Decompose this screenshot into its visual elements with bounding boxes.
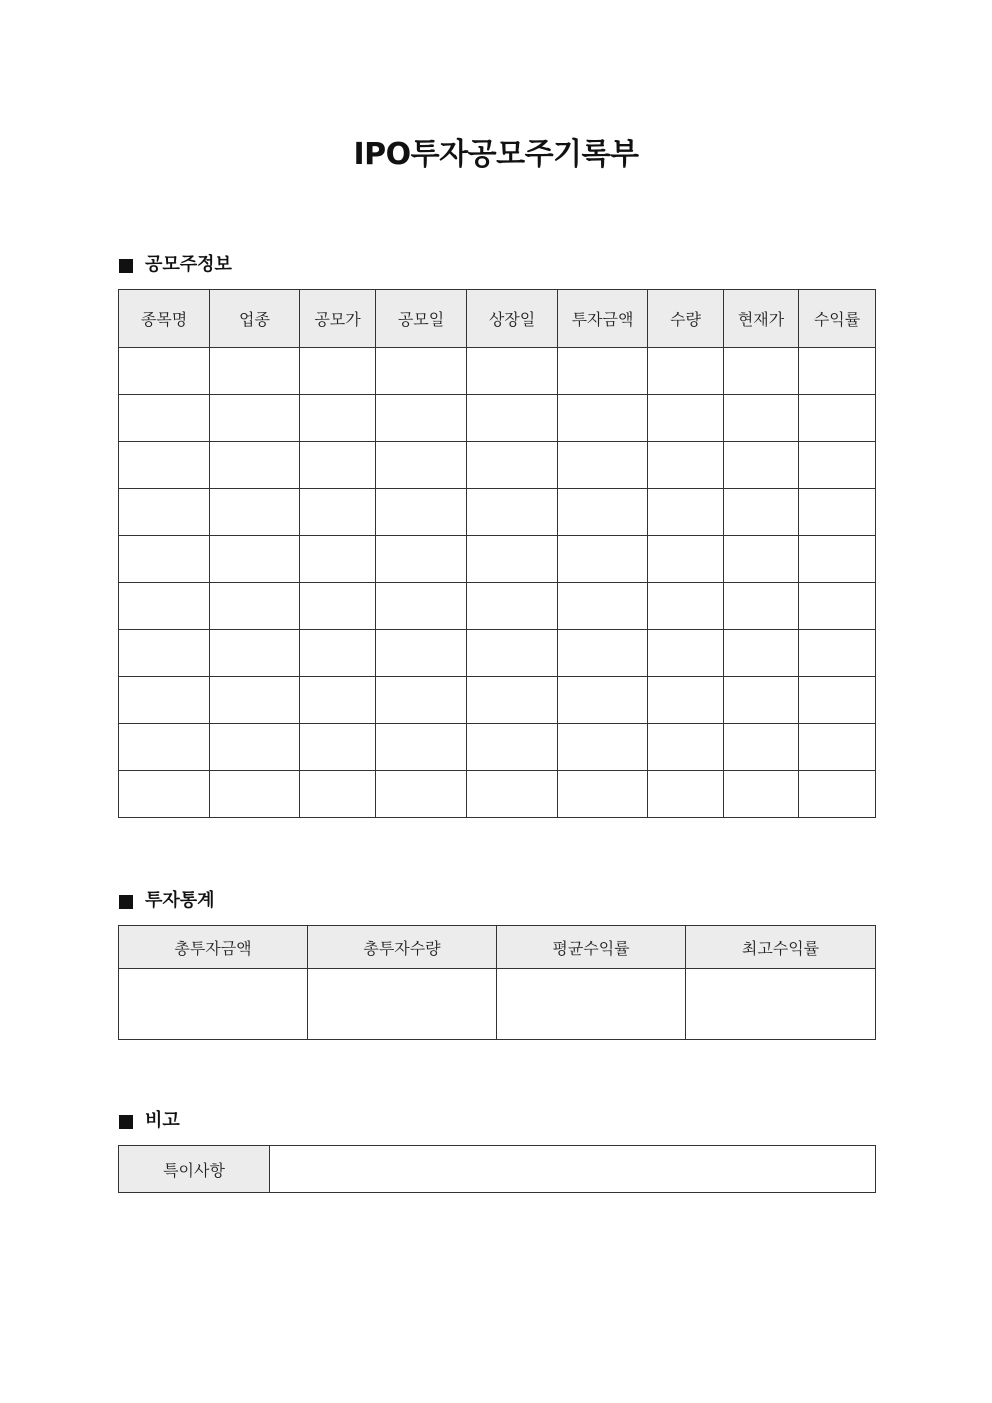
table-cell[interactable] <box>799 724 876 771</box>
table-cell[interactable] <box>648 771 724 818</box>
table-cell[interactable] <box>300 395 376 442</box>
table-cell[interactable] <box>724 724 799 771</box>
table-cell[interactable] <box>119 771 210 818</box>
table-cell[interactable] <box>467 536 558 583</box>
table-row <box>119 677 876 724</box>
table-cell[interactable] <box>799 536 876 583</box>
table-cell[interactable] <box>119 536 210 583</box>
stats-table <box>118 925 876 1040</box>
table-cell[interactable] <box>799 442 876 489</box>
table-cell[interactable] <box>210 771 300 818</box>
table-cell[interactable] <box>467 442 558 489</box>
table-row <box>119 348 876 395</box>
table-header-row <box>119 290 876 348</box>
table-cell[interactable] <box>558 395 648 442</box>
table-cell[interactable] <box>724 677 799 724</box>
table-cell[interactable] <box>724 583 799 630</box>
table-cell[interactable] <box>558 348 648 395</box>
table-cell[interactable] <box>467 348 558 395</box>
section-heading-label: 공모주정보 <box>145 254 232 275</box>
max-return-cell[interactable] <box>686 969 876 1040</box>
column-header-industry: 업종 <box>210 290 300 348</box>
table-cell[interactable] <box>210 583 300 630</box>
notes-table <box>118 1145 876 1193</box>
table-cell[interactable] <box>119 630 210 677</box>
table-header-row <box>119 926 876 969</box>
table-cell[interactable] <box>648 724 724 771</box>
notes-value-cell[interactable] <box>270 1146 876 1193</box>
table-cell[interactable] <box>376 583 467 630</box>
table-row <box>119 771 876 818</box>
table-cell[interactable] <box>648 583 724 630</box>
table-cell[interactable] <box>467 771 558 818</box>
table-cell[interactable] <box>300 583 376 630</box>
table-cell[interactable] <box>300 536 376 583</box>
table-cell[interactable] <box>119 395 210 442</box>
table-row <box>119 969 876 1040</box>
table-cell[interactable] <box>558 677 648 724</box>
table-cell[interactable] <box>210 536 300 583</box>
table-cell[interactable] <box>376 724 467 771</box>
table-row <box>119 630 876 677</box>
table-cell[interactable] <box>648 489 724 536</box>
table-row <box>119 583 876 630</box>
table-cell[interactable] <box>799 677 876 724</box>
table-cell[interactable] <box>376 489 467 536</box>
table-cell[interactable] <box>648 348 724 395</box>
table-cell[interactable] <box>799 348 876 395</box>
table-cell[interactable] <box>119 677 210 724</box>
table-cell[interactable] <box>724 348 799 395</box>
table-cell[interactable] <box>376 630 467 677</box>
average-return-cell[interactable] <box>497 969 686 1040</box>
square-bullet-icon <box>119 1115 133 1129</box>
table-cell[interactable] <box>724 442 799 489</box>
table-cell[interactable] <box>119 724 210 771</box>
table-row <box>119 395 876 442</box>
table-cell[interactable] <box>376 442 467 489</box>
column-header-current-price: 현재가 <box>724 290 799 348</box>
table-cell[interactable] <box>467 583 558 630</box>
table-cell[interactable] <box>119 489 210 536</box>
table-cell[interactable] <box>210 395 300 442</box>
table-cell[interactable] <box>648 442 724 489</box>
column-header-investment-amount: 투자금액 <box>558 290 648 348</box>
table-cell[interactable] <box>558 771 648 818</box>
column-header-quantity: 수량 <box>648 290 724 348</box>
section-heading-label: 비고 <box>145 1110 180 1131</box>
table-cell[interactable] <box>558 724 648 771</box>
document-title: IPO투자공모주기록부 <box>353 137 639 172</box>
section-heading-ipo-info <box>119 253 232 277</box>
table-cell[interactable] <box>467 677 558 724</box>
table-cell[interactable] <box>300 724 376 771</box>
table-row <box>119 442 876 489</box>
table-cell[interactable] <box>376 536 467 583</box>
table-cell[interactable] <box>210 677 300 724</box>
section-heading-notes <box>119 1109 180 1133</box>
table-cell[interactable] <box>376 677 467 724</box>
table-cell[interactable] <box>376 395 467 442</box>
column-header-max-return: 최고수익률 <box>686 926 876 969</box>
table-cell[interactable] <box>724 489 799 536</box>
table-cell[interactable] <box>210 630 300 677</box>
square-bullet-icon <box>119 895 133 909</box>
column-header-return-rate: 수익률 <box>799 290 876 348</box>
table-cell[interactable] <box>300 771 376 818</box>
table-cell[interactable] <box>724 395 799 442</box>
table-cell[interactable] <box>210 724 300 771</box>
table-cell[interactable] <box>467 724 558 771</box>
table-cell[interactable] <box>376 348 467 395</box>
section-heading-label: 투자통계 <box>145 890 215 911</box>
table-cell[interactable] <box>799 771 876 818</box>
table-cell[interactable] <box>467 630 558 677</box>
total-investment-cell[interactable] <box>119 969 308 1040</box>
ipo-info-table <box>118 289 876 818</box>
table-cell[interactable] <box>210 348 300 395</box>
table-cell[interactable] <box>724 771 799 818</box>
table-cell[interactable] <box>300 348 376 395</box>
table-cell[interactable] <box>300 489 376 536</box>
table-cell[interactable] <box>119 442 210 489</box>
table-cell[interactable] <box>558 442 648 489</box>
table-cell[interactable] <box>558 489 648 536</box>
table-cell[interactable] <box>724 630 799 677</box>
table-cell[interactable] <box>648 677 724 724</box>
table-cell[interactable] <box>799 395 876 442</box>
column-header-stock-name: 종목명 <box>119 290 210 348</box>
table-cell[interactable] <box>799 583 876 630</box>
table-cell[interactable] <box>467 489 558 536</box>
table-cell[interactable] <box>119 583 210 630</box>
column-header-total-investment: 총투자금액 <box>119 926 308 969</box>
total-quantity-cell[interactable] <box>308 969 497 1040</box>
table-cell[interactable] <box>300 677 376 724</box>
table-row <box>119 1146 876 1193</box>
column-header-offer-price: 공모가 <box>300 290 376 348</box>
square-bullet-icon <box>119 259 133 273</box>
table-cell[interactable] <box>376 771 467 818</box>
table-cell[interactable] <box>210 489 300 536</box>
table-cell[interactable] <box>300 630 376 677</box>
column-header-listing-date: 상장일 <box>467 290 558 348</box>
table-cell[interactable] <box>558 630 648 677</box>
table-row <box>119 536 876 583</box>
notes-label: 특이사항 <box>119 1146 270 1193</box>
table-cell[interactable] <box>119 348 210 395</box>
table-cell[interactable] <box>648 630 724 677</box>
column-header-offer-date: 공모일 <box>376 290 467 348</box>
table-row <box>119 724 876 771</box>
table-row <box>119 489 876 536</box>
column-header-total-quantity: 총투자수량 <box>308 926 497 969</box>
table-cell[interactable] <box>799 630 876 677</box>
column-header-average-return: 평균수익률 <box>497 926 686 969</box>
table-cell[interactable] <box>648 395 724 442</box>
table-cell[interactable] <box>724 536 799 583</box>
table-cell[interactable] <box>467 395 558 442</box>
table-cell[interactable] <box>799 489 876 536</box>
table-cell[interactable] <box>558 536 648 583</box>
table-cell[interactable] <box>300 442 376 489</box>
table-cell[interactable] <box>558 583 648 630</box>
section-heading-stats <box>119 889 215 913</box>
table-cell[interactable] <box>648 536 724 583</box>
table-cell[interactable] <box>210 442 300 489</box>
